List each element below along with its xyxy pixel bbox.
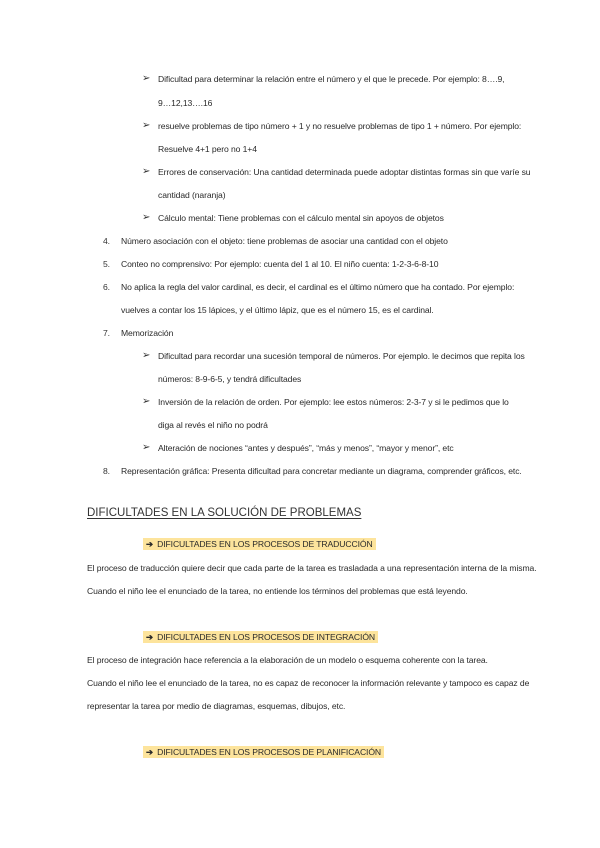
right-arrow-icon: ➔ <box>146 539 154 549</box>
bullet-text: 9…12,13….16 <box>158 98 213 108</box>
paragraph-line: Cuando el niño lee el enunciado de la tarea, no es capaz de reconocer la información relevante y tampoco es capaz de <box>87 678 530 688</box>
list-item: Memorización <box>121 328 174 338</box>
list-item: No aplica la regla del valor cardinal, es decir, el cardinal es el último número que ha contado. Por ejemplo: <box>121 282 515 292</box>
right-arrow-icon: ➔ <box>146 632 154 642</box>
list-number: 5. <box>103 259 110 269</box>
subsection-title <box>143 538 376 550</box>
bullet-arrow-icon: ➢ <box>142 212 151 223</box>
subsection-title-text: DIFICULTADES EN LOS PROCESOS DE INTEGRACIÓN <box>157 632 376 642</box>
bullet-text: Alteración de nociones “antes y después”, “más y menos”, “mayor y menor”, etc <box>158 443 454 453</box>
subsection-title <box>143 631 378 643</box>
list-item: vuelves a contar los 15 lápices, y el último lápiz, que es el número 15, es el cardinal. <box>121 305 434 315</box>
paragraph-line: representar la tarea por medio de diagramas, esquemas, dibujos, etc. <box>87 701 346 711</box>
list-item: Conteo no comprensivo: Por ejemplo: cuenta del 1 al 10. El niño cuenta: 1-2-3-6-8-10 <box>121 259 439 269</box>
bullet-text: Cálculo mental: Tiene problemas con el cálculo mental sin apoyos de objetos <box>158 213 444 223</box>
bullet-arrow-icon: ➢ <box>142 120 151 131</box>
bullet-text: resuelve problemas de tipo número + 1 y no resuelve problemas de tipo 1 + número. Por ejemplo: <box>158 121 522 131</box>
subsection-title-text: DIFICULTADES EN LOS PROCESOS DE TRADUCCIÓN <box>157 539 373 549</box>
bullet-text: Dificultad para recordar una sucesión temporal de números. Por ejemplo. le decimos que repita los <box>158 351 525 361</box>
bullet-arrow-icon: ➢ <box>142 442 151 453</box>
list-number: 4. <box>103 236 110 246</box>
bullet-text: Resuelve 4+1 pero no 1+4 <box>158 144 257 154</box>
bullet-text: diga al revés el niño no podrá <box>158 420 268 430</box>
subsection-title <box>143 746 384 758</box>
bullet-arrow-icon: ➢ <box>142 73 151 84</box>
bullet-text: Inversión de la relación de orden. Por ejemplo: lee estos números: 2-3-7 y si le pedimos que lo <box>158 397 509 407</box>
list-item: Representación gráfica: Presenta dificultad para concretar mediante un diagrama, comprender gráficos, etc. <box>121 466 522 476</box>
list-number: 6. <box>103 282 110 292</box>
paragraph-line: Cuando el niño lee el enunciado de la tarea, no entiende los términos del problemas que está leyendo. <box>87 586 468 596</box>
list-number: 8. <box>103 466 110 476</box>
bullet-arrow-icon: ➢ <box>142 350 151 361</box>
bullet-text: cantidad (naranja) <box>158 190 226 200</box>
section-heading: DIFICULTADES EN LA SOLUCIÓN DE PROBLEMAS <box>87 507 362 519</box>
bullet-arrow-icon: ➢ <box>142 166 151 177</box>
list-number: 7. <box>103 328 110 338</box>
bullet-text: Errores de conservación: Una cantidad determinada puede adoptar distintas formas sin que varíe su <box>158 167 531 177</box>
paragraph-line: El proceso de integración hace referencia a la elaboración de un modelo o esquema coherente con la tarea. <box>87 655 488 665</box>
right-arrow-icon: ➔ <box>146 747 154 757</box>
list-item: Número asociación con el objeto: tiene problemas de asociar una cantidad con el objeto <box>121 236 448 246</box>
subsection-title-text: DIFICULTADES EN LOS PROCESOS DE PLANIFICACIÓN <box>157 747 382 757</box>
bullet-text: números: 8-9-6-5, y tendrá dificultades <box>158 374 302 384</box>
bullet-text: Dificultad para determinar la relación entre el número y el que le precede. Por ejemplo: 8….9, <box>158 74 505 84</box>
paragraph-line: El proceso de traducción quiere decir que cada parte de la tarea es trasladada a una representación interna de la misma. <box>87 563 537 573</box>
bullet-arrow-icon: ➢ <box>142 396 151 407</box>
